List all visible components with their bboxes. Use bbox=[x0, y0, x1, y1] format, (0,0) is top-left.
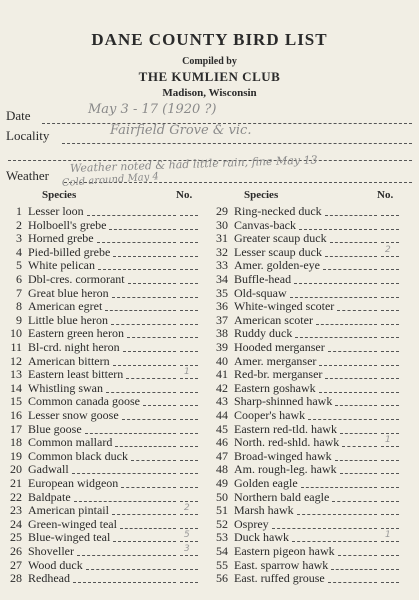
species-row[interactable] bbox=[206, 572, 412, 585]
species-row[interactable] bbox=[0, 314, 202, 327]
species-row[interactable] bbox=[206, 314, 412, 327]
leader-line bbox=[72, 473, 176, 474]
leader-line bbox=[112, 514, 176, 515]
species-number: 25 bbox=[10, 530, 22, 545]
count-blank[interactable] bbox=[180, 433, 198, 434]
count-blank[interactable] bbox=[381, 569, 399, 570]
species-number: 45 bbox=[216, 421, 228, 436]
species-row[interactable] bbox=[206, 219, 412, 232]
leader-line bbox=[299, 229, 377, 230]
species-number: 42 bbox=[216, 380, 228, 395]
count-blank[interactable] bbox=[381, 582, 399, 583]
species-name: Redhead bbox=[28, 571, 70, 586]
species-row[interactable] bbox=[0, 518, 202, 531]
count-blank[interactable] bbox=[381, 215, 399, 216]
count-blank[interactable] bbox=[381, 351, 399, 352]
species-name: Am. rough-leg. hawk bbox=[234, 462, 337, 477]
species-name: Greater scaup duck bbox=[234, 231, 327, 246]
leader-line bbox=[127, 337, 176, 338]
leader-line bbox=[308, 419, 377, 420]
species-name: Dbl-cres. cormorant bbox=[28, 272, 125, 286]
count-blank[interactable] bbox=[381, 460, 399, 461]
species-name: Cooper's hawk bbox=[234, 408, 306, 422]
species-name: Ring-necked duck bbox=[234, 204, 322, 218]
species-name: Eastern red-tld. hawk bbox=[234, 421, 337, 436]
count-blank[interactable] bbox=[381, 365, 399, 366]
leader-line bbox=[323, 269, 377, 270]
count-mark: 5 bbox=[184, 530, 190, 541]
leader-line bbox=[325, 378, 377, 379]
species-row[interactable] bbox=[206, 545, 412, 558]
species-row[interactable] bbox=[206, 368, 412, 381]
species-row[interactable] bbox=[206, 395, 412, 408]
leader-line bbox=[109, 229, 176, 230]
species-name: Eastern goshawk bbox=[234, 380, 316, 395]
species-number: 40 bbox=[216, 353, 228, 368]
species-row[interactable] bbox=[0, 205, 202, 218]
leader-line bbox=[122, 419, 176, 420]
species-row[interactable] bbox=[206, 355, 412, 368]
species-number: 46 bbox=[216, 435, 228, 450]
count-blank[interactable] bbox=[381, 514, 399, 515]
species-row[interactable] bbox=[206, 205, 412, 218]
species-name: Sharp-shinned hawk bbox=[234, 394, 333, 409]
species-row[interactable] bbox=[206, 531, 412, 544]
species-name: Pied-billed grebe bbox=[28, 244, 111, 259]
species-name: Eastern pigeon hawk bbox=[234, 544, 335, 558]
leader-line bbox=[126, 378, 176, 379]
species-row[interactable] bbox=[206, 518, 412, 531]
leader-line bbox=[113, 541, 176, 542]
species-name: Old-squaw bbox=[234, 285, 287, 300]
species-name: Lesser scaup duck bbox=[234, 244, 322, 259]
leader-line bbox=[330, 242, 377, 243]
species-number: 8 bbox=[16, 299, 22, 314]
leader-line bbox=[120, 528, 176, 529]
species-row[interactable] bbox=[0, 545, 202, 558]
count-blank[interactable] bbox=[381, 392, 399, 393]
species-number: 4 bbox=[16, 244, 22, 259]
club-name: THE KUMLIEN CLUB bbox=[138, 69, 281, 84]
species-row[interactable] bbox=[0, 327, 202, 340]
species-row[interactable] bbox=[0, 504, 202, 517]
species-number: 24 bbox=[10, 516, 22, 531]
species-number: 34 bbox=[216, 272, 228, 286]
count-mark: 1 bbox=[184, 367, 190, 378]
count-blank[interactable] bbox=[180, 487, 198, 488]
species-row[interactable] bbox=[0, 572, 202, 585]
leader-line bbox=[301, 487, 377, 488]
leader-line bbox=[98, 269, 176, 270]
leader-line bbox=[331, 569, 377, 570]
leader-line bbox=[340, 473, 377, 474]
leader-line bbox=[123, 351, 176, 352]
leader-line bbox=[297, 514, 377, 515]
species-row[interactable] bbox=[0, 559, 202, 572]
count-mark: 1 bbox=[385, 435, 391, 446]
species-name: Shoveller bbox=[28, 544, 74, 558]
compiled-by-label: Compiled by bbox=[182, 56, 237, 67]
species-name: Canvas-back bbox=[234, 217, 296, 232]
species-number: 10 bbox=[10, 326, 22, 341]
species-row[interactable] bbox=[206, 273, 412, 286]
date-value[interactable]: May 3 - 17 (1920 ?) bbox=[88, 102, 217, 117]
species-name: American bittern bbox=[28, 353, 110, 368]
count-blank[interactable] bbox=[381, 473, 399, 474]
species-row[interactable] bbox=[0, 491, 202, 504]
leader-line bbox=[74, 501, 176, 502]
species-row[interactable] bbox=[0, 219, 202, 232]
count-blank[interactable] bbox=[381, 229, 399, 230]
species-number: 55 bbox=[216, 557, 228, 572]
species-name: Gadwall bbox=[28, 462, 69, 477]
species-number: 31 bbox=[216, 231, 228, 246]
species-name: American scoter bbox=[234, 312, 313, 327]
species-number: 47 bbox=[216, 448, 228, 463]
leader-line bbox=[87, 215, 176, 216]
species-name: White pelican bbox=[28, 258, 95, 273]
species-name: Green-winged teal bbox=[28, 516, 117, 531]
species-row[interactable] bbox=[0, 395, 202, 408]
leader-line bbox=[335, 405, 377, 406]
species-number: 19 bbox=[10, 448, 22, 463]
species-row[interactable] bbox=[206, 423, 412, 436]
species-number: 15 bbox=[10, 394, 22, 409]
species-number: 14 bbox=[10, 380, 22, 395]
locality-value[interactable]: Fairfield Grove & vic. bbox=[110, 123, 252, 138]
species-name: Common canada goose bbox=[28, 394, 140, 409]
species-number: 54 bbox=[216, 544, 228, 558]
species-name: Ruddy duck bbox=[234, 326, 293, 341]
species-row[interactable] bbox=[0, 355, 202, 368]
species-number: 22 bbox=[10, 489, 22, 504]
species-number: 35 bbox=[216, 285, 228, 300]
leader-line bbox=[295, 337, 377, 338]
species-name: White-winged scoter bbox=[234, 299, 335, 314]
species-row[interactable] bbox=[206, 259, 412, 272]
leader-line bbox=[115, 446, 176, 447]
leader-line bbox=[85, 433, 176, 434]
leader-line bbox=[143, 405, 176, 406]
species-row[interactable] bbox=[0, 246, 202, 259]
species-number: 20 bbox=[10, 462, 22, 477]
species-name: American pintail bbox=[28, 503, 109, 518]
count-blank[interactable] bbox=[180, 569, 198, 570]
species-name: Lesser snow goose bbox=[28, 408, 119, 422]
species-row[interactable] bbox=[206, 504, 412, 517]
species-name: Hooded merganser bbox=[234, 340, 325, 354]
count-blank[interactable] bbox=[381, 405, 399, 406]
count-blank[interactable] bbox=[381, 419, 399, 420]
leader-line bbox=[335, 460, 377, 461]
leader-line bbox=[131, 460, 176, 461]
species-number: 11 bbox=[10, 340, 22, 354]
species-name: Blue goose bbox=[28, 421, 82, 436]
species-row[interactable] bbox=[0, 477, 202, 490]
species-name: Duck hawk bbox=[234, 530, 289, 545]
count-blank[interactable] bbox=[381, 337, 399, 338]
leader-line bbox=[319, 365, 377, 366]
species-name: Holboell's grebe bbox=[28, 217, 107, 232]
species-number: 26 bbox=[10, 544, 22, 558]
species-row[interactable] bbox=[0, 436, 202, 449]
species-header-left: Species bbox=[42, 189, 77, 201]
count-blank[interactable] bbox=[180, 392, 198, 393]
species-number: 17 bbox=[10, 421, 22, 436]
species-number: 51 bbox=[216, 503, 228, 518]
leader-line bbox=[97, 242, 176, 243]
species-name: East. ruffed grouse bbox=[234, 571, 325, 586]
leader-line bbox=[325, 256, 377, 257]
count-blank[interactable] bbox=[381, 378, 399, 379]
species-number: 49 bbox=[216, 476, 228, 490]
locality-line bbox=[62, 143, 412, 144]
leader-line bbox=[86, 569, 176, 570]
leader-line bbox=[112, 297, 176, 298]
count-blank[interactable] bbox=[180, 310, 198, 311]
species-number: 37 bbox=[216, 312, 228, 327]
count-blank[interactable] bbox=[381, 555, 399, 556]
species-number: 50 bbox=[216, 489, 228, 504]
species-name: American egret bbox=[28, 299, 103, 314]
species-number: 30 bbox=[216, 217, 228, 232]
date-label: Date bbox=[6, 108, 31, 123]
species-row[interactable] bbox=[206, 409, 412, 422]
count-blank[interactable] bbox=[180, 405, 198, 406]
species-row[interactable] bbox=[0, 423, 202, 436]
species-row[interactable] bbox=[0, 382, 202, 395]
locality-label: Locality bbox=[6, 128, 50, 143]
species-name: Whistling swan bbox=[28, 380, 103, 395]
species-number: 13 bbox=[10, 367, 22, 382]
species-name: Broad-winged hawk bbox=[234, 448, 332, 463]
species-row[interactable] bbox=[0, 368, 202, 381]
species-name: Common black duck bbox=[28, 448, 128, 463]
species-number: 27 bbox=[10, 557, 22, 572]
species-name: Wood duck bbox=[28, 557, 83, 572]
species-name: Osprey bbox=[234, 516, 269, 531]
count-mark: 3 bbox=[184, 544, 190, 554]
species-row[interactable] bbox=[0, 232, 202, 245]
species-row[interactable] bbox=[206, 327, 412, 340]
species-row[interactable] bbox=[0, 273, 202, 286]
species-row[interactable] bbox=[0, 463, 202, 476]
leader-line bbox=[128, 283, 176, 284]
weather-value[interactable]: Weather noted & had little rain, fine May 13 bbox=[69, 153, 318, 175]
species-row[interactable] bbox=[0, 409, 202, 422]
leader-line bbox=[332, 501, 377, 502]
count-blank[interactable] bbox=[180, 419, 198, 420]
species-row[interactable] bbox=[0, 450, 202, 463]
count-blank[interactable] bbox=[381, 487, 399, 488]
species-number: 48 bbox=[216, 462, 228, 477]
species-name: East. sparrow hawk bbox=[234, 557, 329, 572]
species-name: Little blue heron bbox=[28, 312, 108, 327]
list-title: DANE COUNTY BIRD LIST bbox=[91, 30, 328, 49]
species-number: 28 bbox=[10, 571, 22, 586]
species-row[interactable] bbox=[0, 300, 202, 313]
species-name: Common mallard bbox=[28, 435, 113, 450]
species-number: 16 bbox=[10, 408, 22, 422]
species-number: 29 bbox=[216, 204, 228, 218]
species-number: 56 bbox=[216, 571, 228, 586]
no-header-right: No. bbox=[377, 189, 394, 201]
count-blank[interactable] bbox=[180, 324, 198, 325]
count-blank[interactable] bbox=[180, 473, 198, 474]
count-blank[interactable] bbox=[180, 337, 198, 338]
species-number: 43 bbox=[216, 394, 228, 409]
species-row[interactable] bbox=[0, 287, 202, 300]
species-number: 36 bbox=[216, 299, 228, 314]
species-number: 52 bbox=[216, 516, 228, 531]
species-number: 38 bbox=[216, 326, 228, 341]
leader-line bbox=[338, 555, 377, 556]
leader-line bbox=[319, 392, 377, 393]
species-number: 18 bbox=[10, 435, 22, 450]
count-mark: 2 bbox=[385, 244, 391, 255]
count-blank[interactable] bbox=[180, 446, 198, 447]
species-row[interactable] bbox=[0, 341, 202, 354]
count-blank[interactable] bbox=[180, 582, 198, 583]
count-blank[interactable] bbox=[180, 256, 198, 257]
count-blank[interactable] bbox=[180, 283, 198, 284]
count-blank[interactable] bbox=[381, 310, 399, 311]
species-number: 2 bbox=[16, 217, 22, 232]
species-row[interactable] bbox=[206, 436, 412, 449]
species-number: 41 bbox=[216, 367, 228, 382]
species-name: European widgeon bbox=[28, 476, 119, 490]
species-name: Amer. golden-eye bbox=[234, 258, 320, 273]
species-row[interactable] bbox=[206, 232, 412, 245]
species-name: North. red-shld. hawk bbox=[234, 435, 340, 450]
species-number: 23 bbox=[10, 503, 22, 518]
count-mark: 2 bbox=[184, 503, 190, 514]
club-city: Madison, Wisconsin bbox=[162, 87, 257, 99]
species-name: Eastern green heron bbox=[28, 326, 124, 341]
species-number: 12 bbox=[10, 353, 22, 368]
species-number: 53 bbox=[216, 530, 228, 545]
count-blank[interactable] bbox=[180, 297, 198, 298]
count-blank[interactable] bbox=[381, 283, 399, 284]
species-number: 33 bbox=[216, 258, 228, 273]
species-row[interactable] bbox=[206, 559, 412, 572]
leader-line bbox=[294, 283, 377, 284]
leader-line bbox=[121, 487, 176, 488]
count-blank[interactable] bbox=[180, 351, 198, 352]
count-blank[interactable] bbox=[180, 229, 198, 230]
species-row[interactable] bbox=[206, 450, 412, 463]
species-name: Buffle-head bbox=[234, 272, 292, 286]
leader-line bbox=[340, 433, 377, 434]
leader-line bbox=[325, 215, 377, 216]
leader-line bbox=[272, 528, 377, 529]
species-name: Marsh hawk bbox=[234, 503, 294, 518]
species-number: 21 bbox=[10, 476, 22, 490]
weather-note[interactable]: Cold around May 4 bbox=[61, 171, 160, 189]
leader-line bbox=[337, 310, 377, 311]
species-row[interactable] bbox=[206, 491, 412, 504]
species-name: Horned grebe bbox=[28, 231, 94, 246]
count-mark: 1 bbox=[385, 530, 391, 541]
species-name: Eastern least bittern bbox=[28, 367, 124, 382]
species-name: Lesser loon bbox=[28, 204, 84, 218]
count-blank[interactable] bbox=[381, 324, 399, 325]
leader-line bbox=[290, 297, 377, 298]
leader-line bbox=[113, 256, 176, 257]
species-name: Golden eagle bbox=[234, 476, 298, 490]
species-row[interactable] bbox=[206, 463, 412, 476]
count-blank[interactable] bbox=[180, 215, 198, 216]
species-row[interactable] bbox=[206, 300, 412, 313]
leader-line bbox=[113, 365, 176, 366]
species-row[interactable] bbox=[206, 477, 412, 490]
species-row[interactable] bbox=[0, 531, 202, 544]
species-name: Red-br. merganser bbox=[234, 367, 323, 382]
leader-line bbox=[111, 324, 176, 325]
leader-line bbox=[316, 324, 377, 325]
species-name: Great blue heron bbox=[28, 285, 109, 300]
species-number: 32 bbox=[216, 244, 228, 259]
species-number: 9 bbox=[16, 312, 22, 327]
species-name: Blue-winged teal bbox=[28, 530, 111, 545]
weather-label: Weather bbox=[6, 168, 49, 183]
leader-line bbox=[77, 555, 176, 556]
count-blank[interactable] bbox=[381, 269, 399, 270]
no-header-left: No. bbox=[176, 189, 193, 201]
count-blank[interactable] bbox=[180, 242, 198, 243]
species-row[interactable] bbox=[206, 287, 412, 300]
species-number: 3 bbox=[16, 231, 22, 246]
species-number: 7 bbox=[16, 285, 22, 300]
count-blank[interactable] bbox=[180, 269, 198, 270]
species-name: Northern bald eagle bbox=[234, 489, 330, 504]
leader-line bbox=[328, 351, 377, 352]
count-blank[interactable] bbox=[381, 501, 399, 502]
species-row[interactable] bbox=[206, 382, 412, 395]
leader-line bbox=[106, 392, 176, 393]
species-row[interactable] bbox=[0, 259, 202, 272]
species-row[interactable] bbox=[206, 246, 412, 259]
species-number: 6 bbox=[16, 272, 22, 286]
leader-line bbox=[73, 582, 176, 583]
species-name: Amer. merganser bbox=[234, 353, 317, 368]
count-blank[interactable] bbox=[180, 460, 198, 461]
species-number: 44 bbox=[216, 408, 228, 422]
leader-line bbox=[105, 310, 176, 311]
species-number: 5 bbox=[16, 258, 22, 273]
species-row[interactable] bbox=[206, 341, 412, 354]
leader-line bbox=[328, 582, 377, 583]
species-name: Bl-crd. night heron bbox=[28, 340, 120, 354]
species-name: Baldpate bbox=[28, 489, 71, 504]
species-number: 1 bbox=[16, 204, 22, 218]
leader-line bbox=[342, 446, 377, 447]
species-number: 39 bbox=[216, 340, 228, 354]
count-blank[interactable] bbox=[381, 297, 399, 298]
species-header-right: Species bbox=[244, 189, 279, 201]
leader-line bbox=[292, 541, 377, 542]
